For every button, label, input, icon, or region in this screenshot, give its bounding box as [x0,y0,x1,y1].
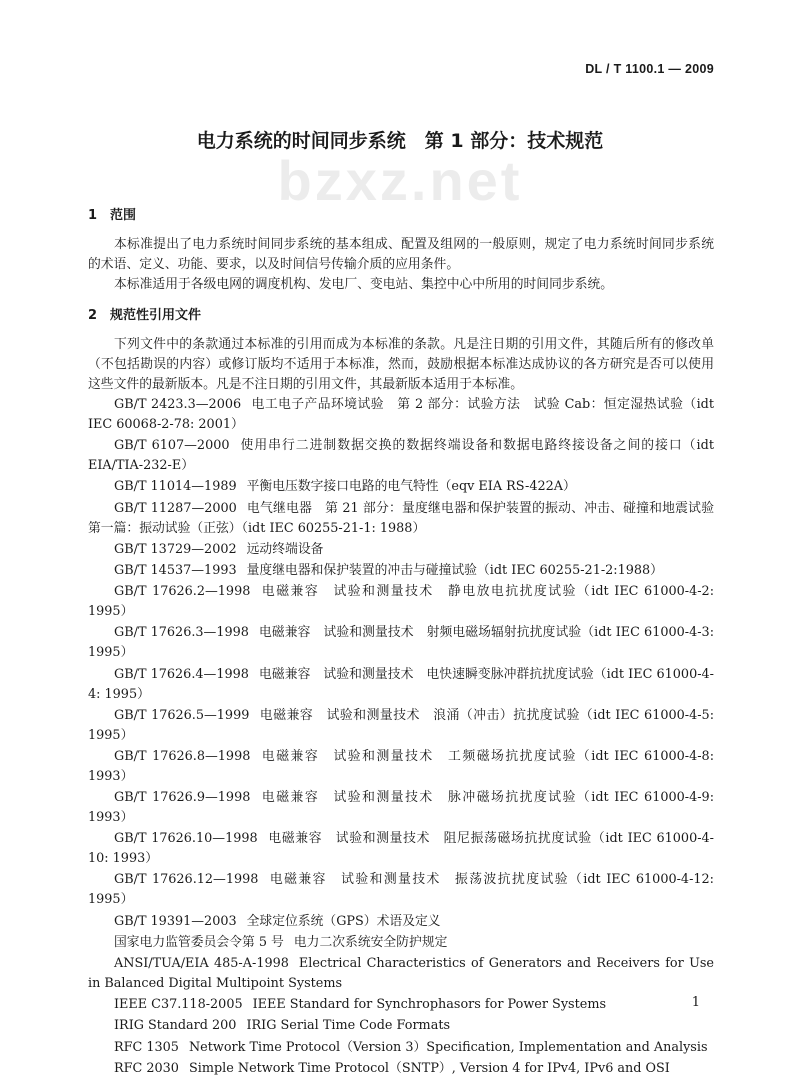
reference-title: Network Time Protocol（Version 3）Specification, Implementation and Analysis [188,1039,708,1055]
reference-code: GB/T 6107—2000 [114,438,230,454]
reference-item [88,436,714,476]
reference-item [88,788,714,828]
reference-item [88,995,714,1015]
reference-title: 电气继电器 第 21 部分：量度继电器和保护装置的振动、冲击、碰撞和地震试验 第一篇：振动试验（正弦）（idt IEC 60255-21-1: 1988） [88,500,727,536]
reference-code: GB/T 17626.10—1998 [114,831,258,847]
reference-title: IEEE Standard for Synchrophasors for Power Systems [252,997,607,1013]
reference-code: IEEE C37.118-2005 [114,997,243,1013]
reference-title: 电磁兼容 试验和测量技术 射频电磁场辐射抗扰度试验（idt IEC 61000-4-3: 1995） [88,625,715,661]
reference-title: Electrical Characteristics of Generators and Receivers for Use in Balanced Digital Multipoint Systems [88,956,715,991]
reference-code: GB/T 17626.5—1999 [114,707,250,723]
reference-code: GB/T 2423.3—2006 [114,397,242,412]
document-id: DL / T 1100.1 — 2009 [585,62,714,76]
reference-title: 电磁兼容 试验和测量技术 浪涌（冲击）抗扰度试验（idt IEC 61000-4-5: 1995） [88,707,715,743]
reference-title: 电磁兼容 试验和测量技术 阻尼振荡磁场抗扰度试验（idt IEC 61000-4-10: 1993） [88,831,715,867]
reference-item [88,540,714,560]
reference-title: 平衡电压数字接口电路的电气特性（eqv EIA RS-422A） [246,479,576,495]
reference-code: GB/T 11014—1989 [114,479,237,495]
reference-item [88,499,727,539]
reference-item [88,747,714,787]
reference-title: 电磁兼容 试验和测量技术 电快速瞬变脉冲群抗扰度试验（idt IEC 61000-4-4: 1995） [88,666,714,702]
reference-title: IRIG Serial Time Code Formats [246,1018,451,1034]
section-heading-normative-references: 2 规范性引用文件 [88,308,202,323]
reference-item [88,933,714,953]
reference-code: ANSI/TUA/EIA 485-A-1998 [114,956,289,971]
reference-item [88,477,714,497]
reference-item [88,912,714,932]
reference-title: 电磁兼容 试验和测量技术 工频磁场抗扰度试验（idt IEC 61000-4-8: 1993） [88,748,715,784]
reference-item [88,954,714,994]
reference-code: GB/T 11287—2000 [114,500,237,516]
document-body [88,206,727,1080]
reference-code: RFC 1305 [114,1039,179,1055]
reference-title: 电磁兼容 试验和测量技术 脉冲磁场抗扰度试验（idt IEC 61000-4-9: 1993） [88,790,715,826]
watermark: bzxz.net [277,149,523,212]
scope-paragraph-1: 本标准提出了电力系统时间同步系统的基本组成、配置及组网的一般原则，规定了电力系统时间同步系统的术语、定义、功能、要求，以及时间信号传输介质的应用条件。 [88,237,714,272]
scope-paragraph-2: 本标准适用于各级电网的调度机构、发电厂、变电站、集控中心中所用的时间同步系统。 [114,277,614,292]
reference-title: 电工电子产品环境试验 第 2 部分：试验方法 试验 Cab：恒定湿热试验（idt IEC 60068-2-78: 2001） [88,397,715,432]
reference-code: IRIG Standard 200 [114,1018,237,1034]
reference-item [88,1059,714,1079]
reference-code: GB/T 17626.4—1998 [114,666,249,682]
reference-title: 电磁兼容 试验和测量技术 振荡波抗扰度试验（idt IEC 61000-4-12: 1995） [88,872,714,908]
reference-item [88,561,714,581]
reference-code: GB/T 17626.3—1998 [114,625,249,641]
reference-code: GB/T 17626.12—1998 [114,872,259,888]
reference-item [88,665,714,705]
reference-item [88,706,714,746]
reference-title: 全球定位系统（GPS）术语及定义 [246,913,441,929]
document-title: 电力系统的时间同步系统 第 1 部分：技术规范 [196,130,604,152]
reference-title: Simple Network Time Protocol（SNTP）, Version 4 for IPv4, IPv6 and OSI [188,1060,670,1076]
reference-item [88,582,714,622]
reference-item [88,395,714,435]
reference-code: 国家电力监管委员会令第 5 号 [114,934,284,950]
reference-item [88,829,714,869]
reference-title: 量度继电器和保护装置的冲击与碰撞试验（idt IEC 60255-21-2:1988） [246,562,663,578]
reference-code: GB/T 13729—2002 [114,541,237,557]
reference-item [88,870,714,910]
reference-title: 远动终端设备 [246,541,324,557]
reference-code: GB/T 19391—2003 [114,913,237,929]
reference-item [88,623,714,663]
reference-item [88,1016,714,1036]
reference-code: GB/T 17626.2—1998 [114,584,251,600]
references-intro-paragraph: 下列文件中的条款通过本标准的引用而成为本标准的条款。凡是注日期的引用文件，其随后所有的修改单（不包括勘误的内容）或修订版均不适用于本标准，然而，鼓励根据本标准达成协议的各方研究是否可以使用这些文件的最新版本。凡是不注日期的引用文件，其最新版本适用于本标准。 [88,337,714,392]
reference-code: GB/T 17626.8—1998 [114,748,251,764]
reference-code: GB/T 17626.9—1998 [114,790,251,806]
page-number: 1 [691,995,700,1010]
reference-title: 使用串行二进制数据交换的数据终端设备和数据电路终接设备之间的接口（idt EIA/TIA-232-E） [88,438,714,474]
reference-code: RFC 2030 [114,1060,179,1076]
reference-list [88,395,727,1079]
reference-item [88,1038,714,1058]
reference-code: GB/T 14537—1993 [114,562,237,578]
reference-title: 电力二次系统安全防护规定 [293,934,448,950]
reference-title: 电磁兼容 试验和测量技术 静电放电抗扰度试验（idt IEC 61000-4-2: 1995） [88,584,715,620]
section-heading-scope: 1 范围 [88,208,137,223]
